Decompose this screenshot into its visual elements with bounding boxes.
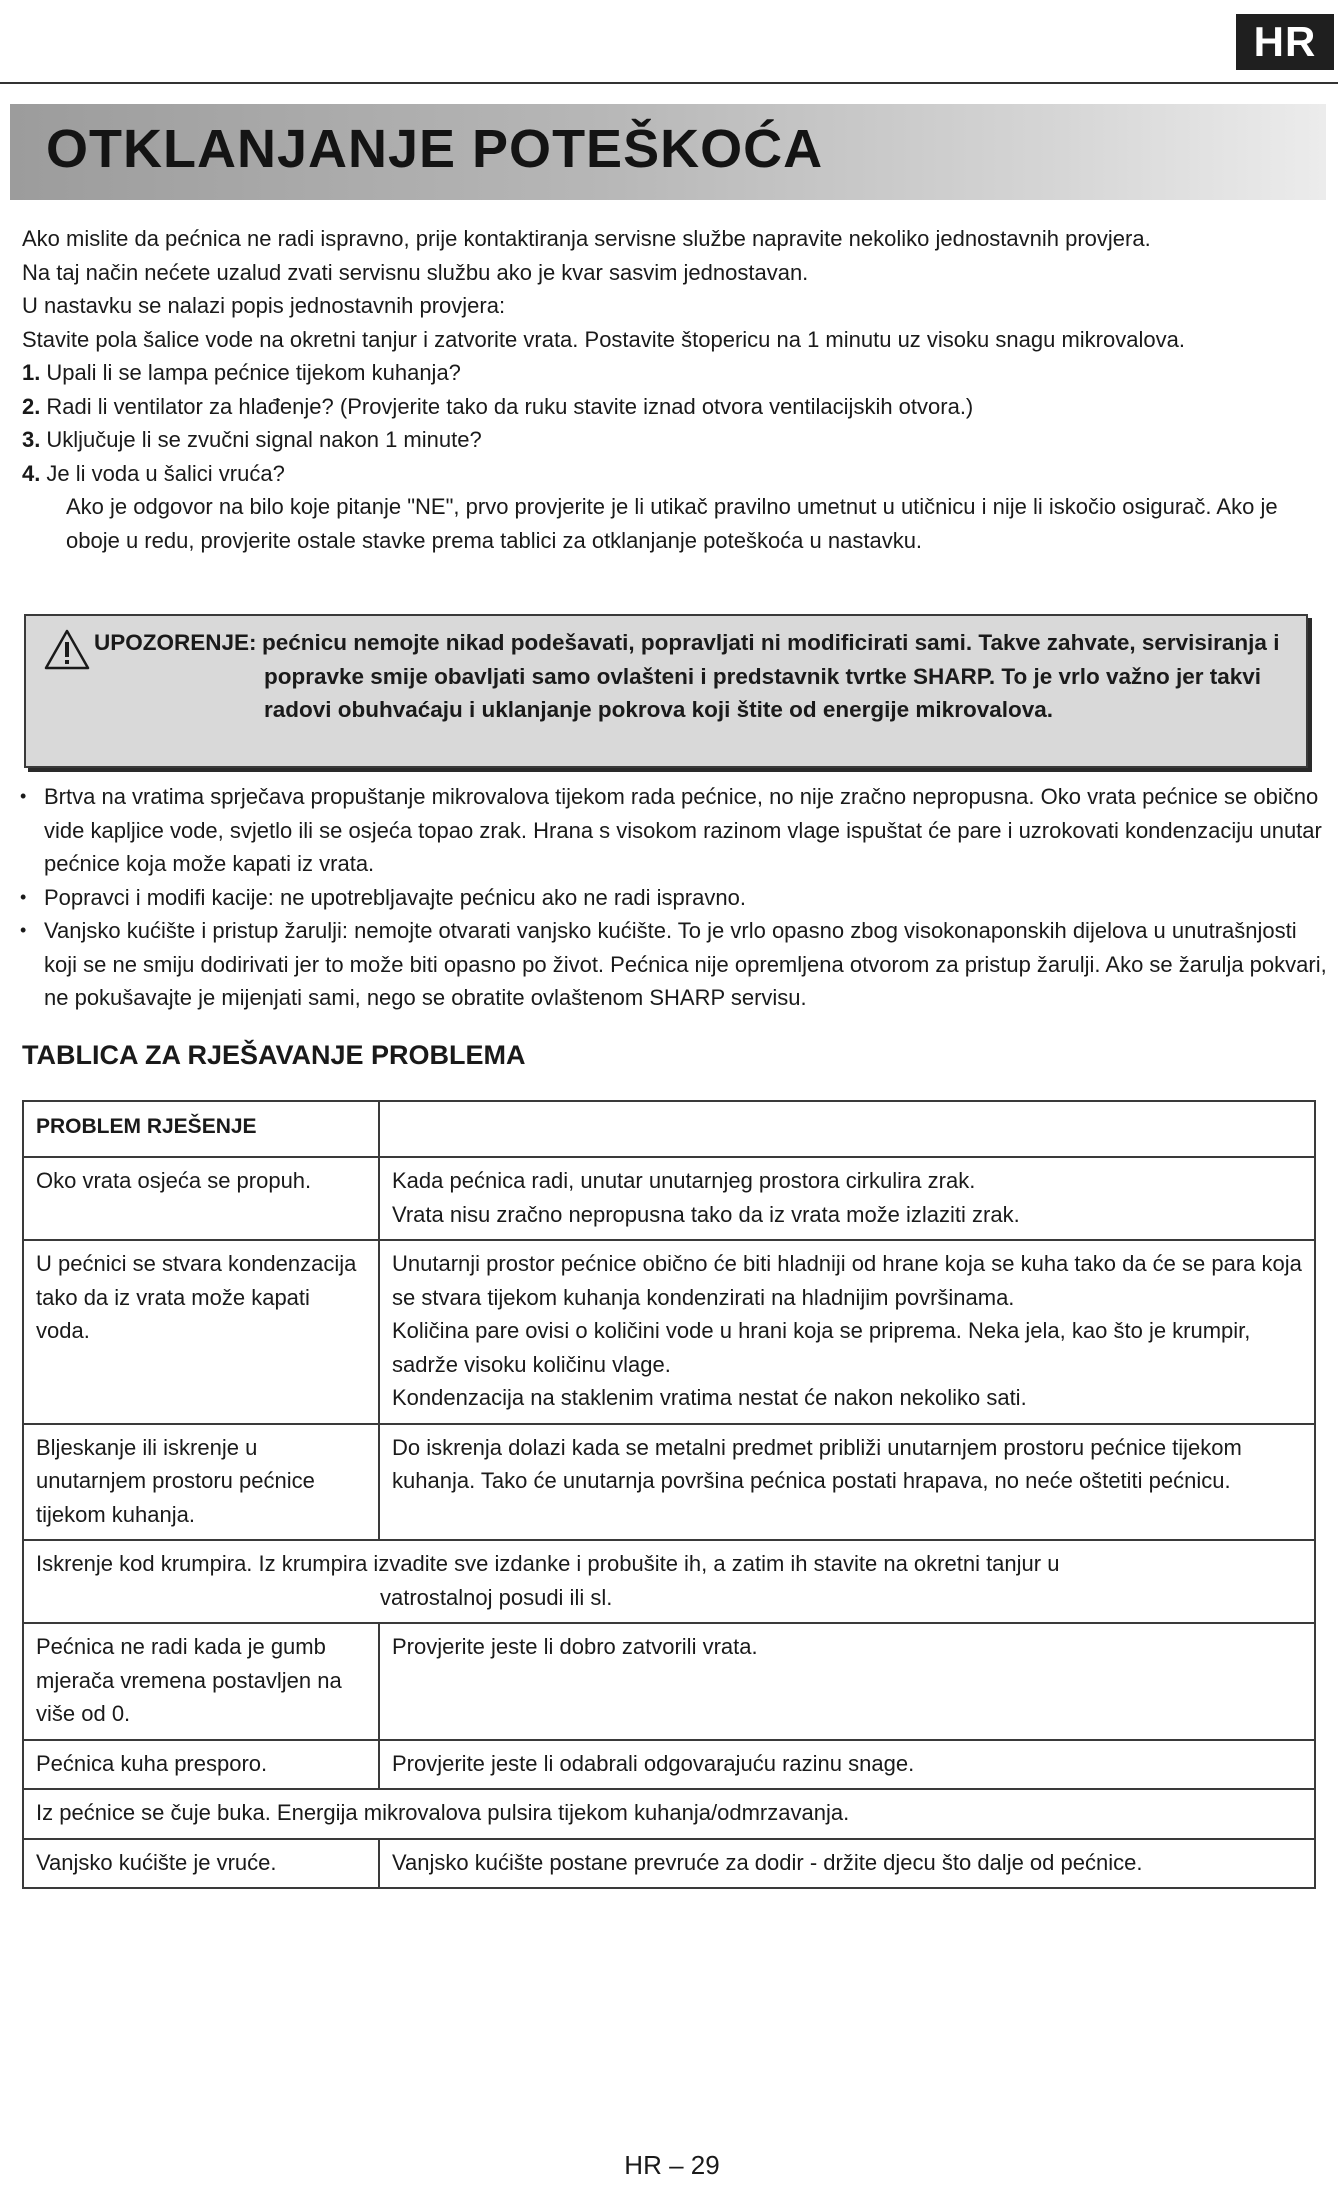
check-item (22, 457, 1322, 491)
merged-cell (23, 1540, 1315, 1623)
check-item (22, 390, 1322, 424)
merged-cell: Iz pećnice se čuje buka. Energija mikrovalova pulsira tijekom kuhanja/odmrzavanja. (23, 1789, 1315, 1839)
note-item: • Brtva na vratima sprječava propuštanje mikrovalova tijekom rada pećnice, no nije zračno nepropusna. Oko vrata pećnice se obično vide kapljice vode, svjetlo ili se osjeća topao zrak. Hrana s visokom razinom vlage ispuštat će pare i uzrokovati kondenzaciju unutar pećnice koja može kapati iz vrata. (18, 780, 1328, 881)
table-header-cell: PROBLEM RJEŠENJE (23, 1101, 379, 1157)
warning-label: UPOZORENJE: (94, 630, 257, 655)
table-row (23, 1157, 1315, 1240)
check-item (22, 356, 1322, 390)
check-number: 2. (22, 393, 41, 419)
notes-list (18, 780, 1328, 1015)
check-text: Radi li ventilator za hlađenje? (Provjerite tako da ruku stavite iznad otvora ventilacijskih otvora.) (46, 393, 974, 419)
title-bar (10, 104, 1326, 200)
solution-cell: Kada pećnica radi, unutar unutarnjeg prostora cirkulira zrak. Vrata nisu zračno nepropusna tako da iz vrata može izlaziti zrak. (379, 1157, 1315, 1240)
table-row (23, 1623, 1315, 1740)
merged-cell-continuation: vatrostalnoj posudi ili sl. (380, 1584, 613, 1610)
intro-paragraph: Stavite pola šalice vode na okretni tanjur i zatvorite vrata. Postavite štopericu na 1 minutu uz visoku snagu mikrovalova. (22, 326, 1185, 352)
check-text: Upali li se lampa pećnice tijekom kuhanja? (46, 360, 461, 385)
problem-cell: Bljeskanje ili iskrenje u unutarnjem prostoru pećnice tijekom kuhanja. (23, 1424, 379, 1541)
page-title: OTKLANJANJE POTEŠKOĆA (46, 119, 824, 179)
intro-section (22, 222, 1322, 557)
page-number: HR – 29 (624, 2150, 720, 2180)
solution-cell: Unutarnji prostor pećnice obično će biti hladniji od hrane koja se kuha tako da će se para koja se stvara tijekom kuhanja kondenzirati na hladnijim površinama. Količina pare ovisi o količini vode u hrani koja se priprema. Neka jela, kao što je krumpir, sadrže visoku količinu vlage. Kondenzacija na staklenim vratima nestat će nakon nekoliko sati. (379, 1240, 1315, 1424)
problem-cell: Vanjsko kućište je vruće. (23, 1839, 379, 1889)
warning-triangle-icon (44, 628, 90, 670)
intro-paragraph: Ako mislite da pećnica ne radi ispravno, prije kontaktiranja servisne službe napravite nekoliko jednostavnih provjera. (22, 226, 1151, 251)
table-header-empty-cell (379, 1101, 1315, 1157)
solution-cell: Provjerite jeste li dobro zatvorili vrata. (379, 1623, 1315, 1740)
table-row (23, 1839, 1315, 1889)
check-number: 1. (22, 360, 41, 385)
table-row (23, 1424, 1315, 1541)
note-item: • Vanjsko kućište i pristup žarulji: nemojte otvarati vanjsko kućište. To je vrlo opasno zbog visokonaponskih dijelova u unutrašnjosti koji se ne smiju dodirivati jer to može biti opasno po život. Pećnica nije opremljena otvorom za pristup žarulji. Ako se žarulja pokvari, ne pokušavajte je mijenjati sami, nego se obratite ovlaštenom SHARP servisu. (18, 914, 1328, 1015)
table-header-row (23, 1101, 1315, 1157)
problem-cell: U pećnici se stvara kondenzacija tako da iz vrata može kapati voda. (23, 1240, 379, 1424)
top-rule (0, 82, 1338, 84)
language-badge: HR (1236, 14, 1334, 70)
table-row-merged (23, 1789, 1315, 1839)
problem-cell: Pećnica ne radi kada je gumb mjerača vremena postavljen na više od 0. (23, 1623, 379, 1740)
check-number: 3. (22, 427, 41, 452)
warning-text: pećnicu nemojte nikad podešavati, popravljati ni modificirati sami. Takve zahvate, servisiranja i popravke smije obavljati samo ovlašteni i predstavnik tvrtke SHARP. To je vrlo važno jer takvi radovi obuhvaćaju i uklanjanje pokrova koji štite od energije mikrovalova. (262, 630, 1280, 722)
merged-cell-text: Iskrenje kod krumpira. Iz krumpira izvadite sve izdanke i probušite ih, a zatim ih stavite na okretni tanjur u (36, 1551, 1060, 1576)
check-number: 4. (22, 460, 41, 486)
check-text: Uključuje li se zvučni signal nakon 1 minute? (46, 427, 482, 452)
table-row-merged (23, 1540, 1315, 1623)
check-item (22, 423, 1322, 457)
problem-cell: Oko vrata osjeća se propuh. (23, 1157, 379, 1240)
problem-cell: Pećnica kuha presporo. (23, 1740, 379, 1790)
solution-cell: Do iskrenja dolazi kada se metalni predmet približi unutarnjem prostoru pećnice tijekom kuhanja. Tako će unutarnja površina pećnica postati hrapava, no neće oštetiti pećnicu. (379, 1424, 1315, 1541)
table-row (23, 1240, 1315, 1424)
table-heading: TABLICA ZA RJEŠAVANJE PROBLEMA (22, 1040, 526, 1070)
check-followup: Ako je odgovor na bilo koje pitanje "NE", prvo provjerite je li utikač pravilno umetnut u utičnicu i nije li iskočio osigurač. Ako je oboje u redu, provjerite ostale stavke prema tablici za otklanjanje poteškoća u nastavku. (66, 494, 1278, 553)
check-text: Je li voda u šalici vruća? (46, 460, 285, 486)
troubleshooting-table (22, 1100, 1316, 1889)
intro-paragraph: U nastavku se nalazi popis jednostavnih provjera: (22, 293, 506, 318)
solution-cell: Vanjsko kućište postane prevruće za dodir - držite djecu što dalje od pećnice. (379, 1839, 1315, 1889)
intro-paragraph: Na taj način nećete uzalud zvati servisnu službu ako je kvar sasvim jednostavan. (22, 259, 809, 285)
table-row (23, 1740, 1315, 1790)
warning-box (24, 614, 1308, 768)
note-item: • Popravci i modifi kacije: ne upotrebljavajte pećnicu ako ne radi ispravno. (18, 881, 1328, 915)
solution-cell: Provjerite jeste li odabrali odgovarajuću razinu snage. (379, 1740, 1315, 1790)
